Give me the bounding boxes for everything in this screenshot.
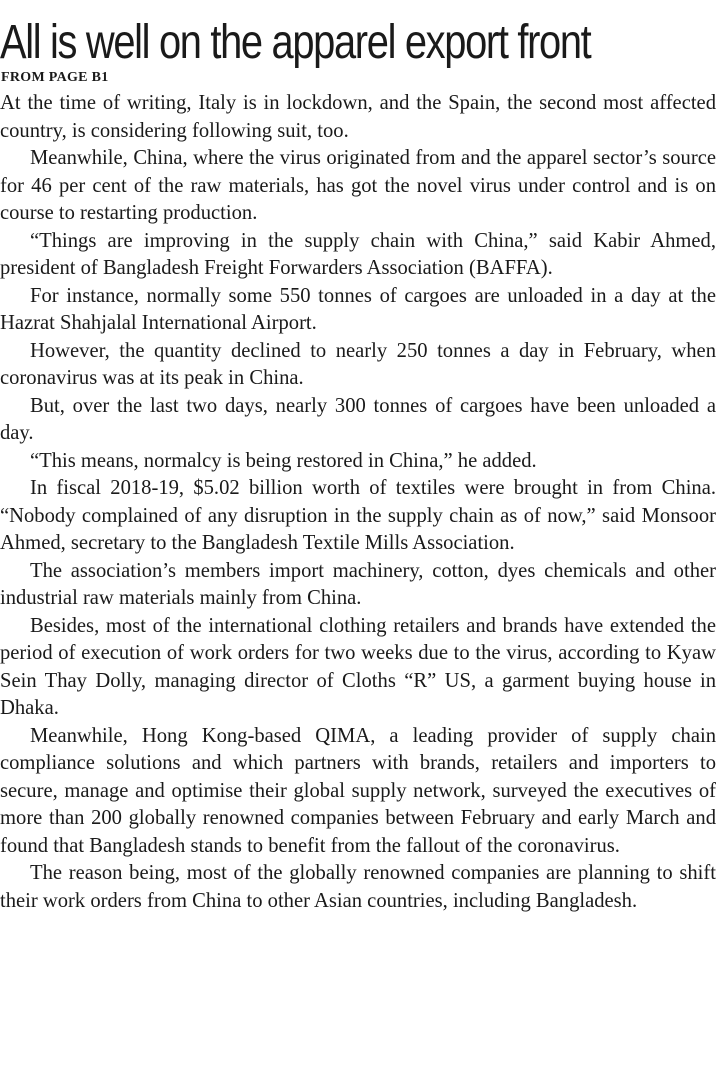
- headline: All is well on the apparel export front: [0, 16, 591, 69]
- paragraph: For instance, normally some 550 tonnes of cargoes are unloaded in a day at the Hazrat Shahjalal International Airport.: [0, 284, 716, 334]
- paragraph: “This means, normalcy is being restored in China,” he added.: [30, 449, 537, 472]
- paragraph: The reason being, most of the globally renowned companies are planning to shift their work orders from China to other Asian countries, including Bangladesh.: [0, 862, 716, 912]
- paragraph: Meanwhile, Hong Kong-based QIMA, a leading provider of supply chain compliance solutions and which partners with brands, retailers and importers to secure, manage and optimise their global supply network, surveyed the executives of more than 200 globally renowned companies between February and early March and found that Bangladesh stands to benefit from the fallout of the coronavirus.: [0, 724, 716, 857]
- paragraph: Besides, most of the international clothing retailers and brands have extended the period of execution of work orders for two weeks due to the virus, according to Kyaw Sein Thay Dolly, managing director of Cloths “R” US, a garment buying house in Dhaka.: [0, 614, 716, 719]
- paragraph: In fiscal 2018-19, $5.02 billion worth of textiles were brought in from China. “Nobody complained of any disruption in the supply chain as of now,” said Monsoor Ahmed, secretary to the Bangladesh Textile Mills Association.: [0, 477, 716, 554]
- article-body: [0, 90, 716, 915]
- paragraph: However, the quantity declined to nearly 250 tonnes a day in February, when coronavirus was at its peak in China.: [0, 339, 716, 389]
- paragraph: But, over the last two days, nearly 300 tonnes of cargoes have been unloaded a day.: [0, 394, 716, 444]
- jump-line: FROM PAGE B1: [1, 70, 109, 85]
- paragraph: “Things are improving in the supply chain with China,” said Kabir Ahmed, president of Bangladesh Freight Forwarders Association (BAFFA).: [0, 229, 716, 279]
- paragraph: Meanwhile, China, where the virus originated from and the apparel sector’s source for 46 per cent of the raw materials, has got the novel virus under control and is on course to restarting production.: [0, 147, 716, 224]
- paragraph: At the time of writing, Italy is in lockdown, and the Spain, the second most affected country, is considering following suit, too.: [0, 92, 716, 142]
- paragraph: The association’s members import machinery, cotton, dyes chemicals and other industrial raw materials mainly from China.: [0, 559, 716, 609]
